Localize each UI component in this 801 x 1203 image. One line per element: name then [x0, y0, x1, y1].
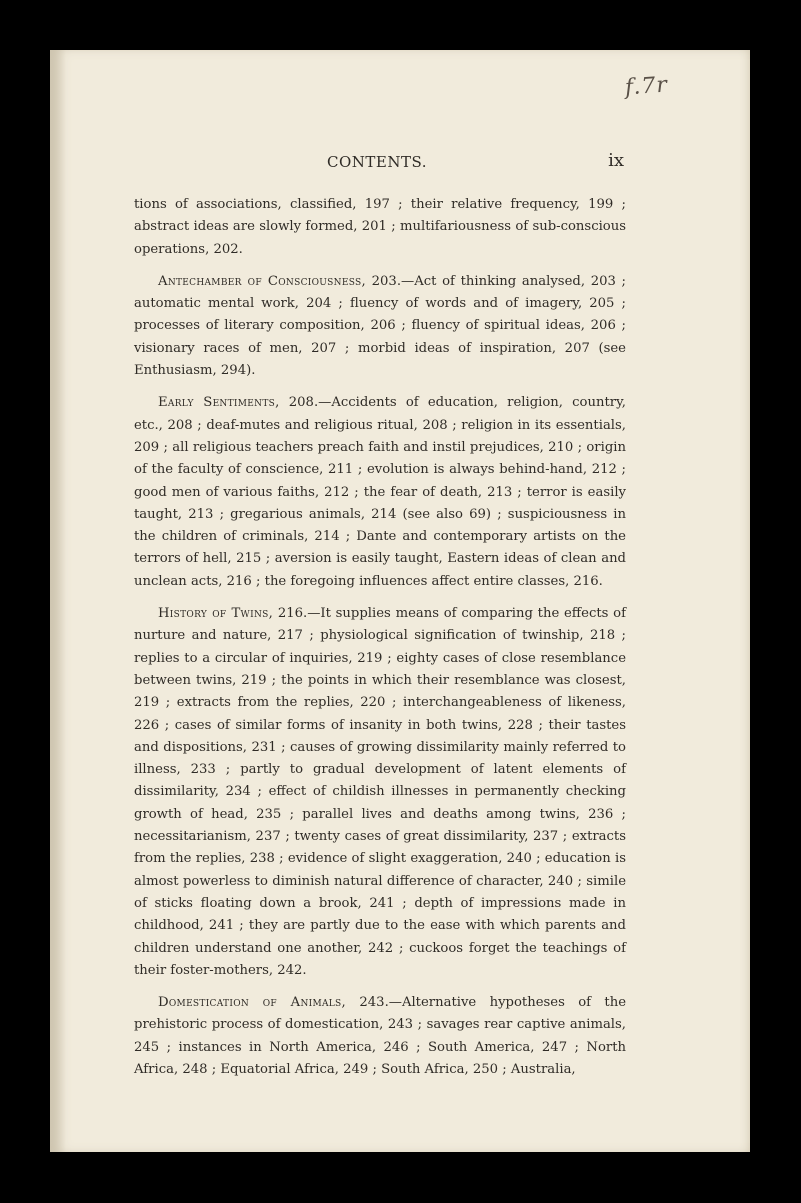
- contents-entry: [134, 392, 626, 593]
- handwritten-folio-annotation: f.7r: [624, 72, 669, 101]
- entry-heading: History of Twins,: [158, 606, 274, 622]
- contents-entry: [134, 603, 626, 982]
- entry-text: 243.—Alternative hypotheses of the prehistoric process of domestication, 243 ; savages rear captive animals, 245 ; instances in North America, 246 ; South America, 247 ; North Africa, 248 ; Equatorial Africa, 249 ; South Africa, 250 ; Australia,: [134, 995, 626, 1077]
- entry-heading: Early Sentiments,: [158, 395, 280, 411]
- contents-entry: [134, 271, 626, 382]
- running-head: CONTENTS.: [327, 153, 427, 171]
- entry-text: 216.—It supplies means of comparing the effects of nurture and nature, 217 ; physiological signification of twinship, 218 ; replies to a circular of inquiries, 219 ; eighty cases of close resemblance between twins, 219 ; the points in which their resemblance was closest, 219 ; extracts from the replies, 220 ; interchangeableness of likeness, 226 ; cases of similar forms of insanity in both twins, 228 ; their tastes and dispositions, 231 ; causes of growing dissimilarity mainly referred to illness, 233 ; partly to gradual development of latent elements of dissimilarity, 234 ; effect of childish illnesses in permanently checking growth of head, 235 ; parallel lives and deaths among twins, 236 ; necessitarianism, 237 ; twenty cases of great dissimilarity, 237 ; extracts from the replies, 238 ; evidence of slight exaggeration, 240 ; education is almost powerless to diminish natural difference of character, 240 ; simile of sticks floating down a brook, 241 ; depth of impressions made in childhood, 241 ; they are partly due to the ease with which parents and children understand one another, 242 ; cuckoos forget the teachings of their foster-mothers, 242.: [134, 606, 626, 978]
- page-header: [130, 150, 624, 179]
- entry-heading: Domestication of Animals,: [158, 995, 347, 1011]
- entry-heading: Antechamber of Consciousness,: [158, 273, 366, 289]
- book-page: [50, 50, 750, 1152]
- entry-text: 208.—Accidents of education, religion, country, etc., 208 ; deaf-mutes and religious ritual, 208 ; religion in its essentials, 209 ; all religious teachers preach faith and instil prejudices, 210 ; origin of the faculty of conscience, 211 ; evolution is always behind-hand, 212 ; good men of various faiths, 212 ; the fear of death, 213 ; terror is easily taught, 213 ; gregarious animals, 214 (see also 69) ; suspiciousness in the children of criminals, 214 ; Dante and contemporary artists on the terrors of hell, 215 ; aversion is easily taught, Eastern ideas of clean and unclean acts, 216 ; the foregoing influences affect entire classes, 216.: [134, 395, 626, 589]
- contents-body: [134, 194, 626, 1091]
- entry-text: 203.—Act of thinking analysed, 203 ; automatic mental work, 204 ; fluency of words and of imagery, 205 ; processes of literary composition, 206 ; fluency of spiritual ideas, 206 ; visionary races of men, 207 ; morbid ideas of inspiration, 207 (see Enthusiasm, 294).: [134, 273, 626, 379]
- contents-entry: [134, 992, 626, 1081]
- paragraph-text: tions of associations, classified, 197 ; their relative frequency, 199 ; abstract ideas are slowly formed, 201 ; multifariousness of sub-conscious operations, 202.: [134, 197, 626, 257]
- page-number: ix: [608, 150, 624, 171]
- contents-paragraph: [134, 194, 626, 261]
